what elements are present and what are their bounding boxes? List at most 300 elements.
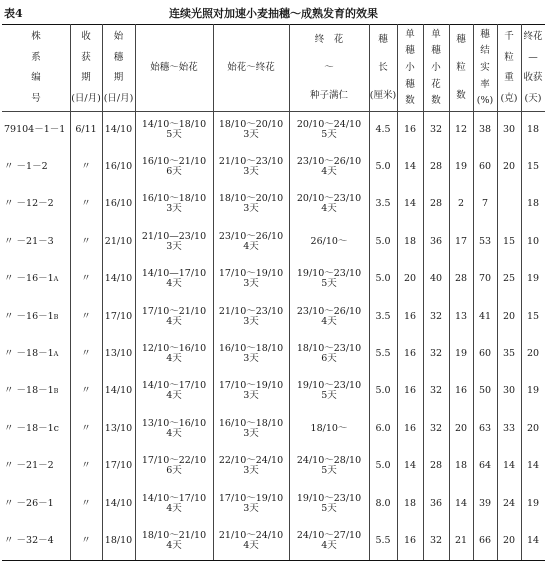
cell-line: 3天 [243,203,259,215]
cell-setting: 64 [478,460,492,472]
cell-weight: 25 [502,273,516,285]
cell-days: 15 [526,310,540,322]
header-text: 终花 [523,30,543,42]
cell-line: 24/10～27/10 [296,530,362,542]
cell-spikelets: 16 [403,385,417,397]
cell-line: 3天 [243,465,259,477]
strain-subscript: A [53,350,59,359]
header-text: 收 [81,30,91,42]
cell-days: 14 [526,535,540,547]
header-florets [423,24,449,111]
cell-strain [2,261,70,298]
header-text: 率 [480,78,490,90]
cell-spikelets: 16 [403,123,417,135]
cell-line: 17/10～19/10 [218,380,284,392]
header-weight [497,24,521,111]
strain-id: 〃 －26－1 [4,497,54,509]
cell-florets: 36 [429,497,443,509]
cell-h2f [135,522,213,559]
cell-spikelets: 18 [403,235,417,247]
header-text: 期 [113,72,124,84]
cell-setting: 60 [478,348,492,360]
strain-id: 〃 －18－1 [4,385,54,397]
cell-florets: 28 [429,460,443,472]
cell-line: 14/10—17/10 [141,268,207,280]
strain-id: 〃 －16－1 [4,310,54,322]
cell-heading: 14/10 [104,273,133,285]
cell-ear_len: 8.0 [375,497,391,509]
cell-florets: 32 [429,385,443,397]
cell-line: 24/10～28/10 [296,455,362,467]
strain-id: 〃 －21－3 [4,235,54,247]
cell-harvest: 〃 [81,535,91,547]
cell-weight: 15 [502,235,516,247]
cell-spikelets: 16 [403,310,417,322]
cell-weight [497,186,521,223]
cell-e2g [289,298,369,335]
cell-heading: 17/10 [104,310,133,322]
cell-line: 26/10～ [310,235,348,247]
cell-ear_len: 4.5 [375,123,391,135]
cell-line: 19/10～23/10 [296,268,362,280]
cell-line: 5天 [321,390,337,402]
header-text: 穗 [405,45,415,57]
header-text: 穗 [480,28,490,40]
cell-line: 14/10～17/10 [141,380,207,392]
cell-f2e [213,373,289,410]
cell-strain [2,522,70,559]
cell-line: 3天 [243,427,259,439]
cell-line: 18/10～21/10 [141,530,207,542]
cell-f2e [213,522,289,559]
cell-line: 21/10—23/10 [141,230,207,242]
cell-line: 3天 [166,203,182,215]
header-text: 收获 [523,72,543,84]
cell-harvest: 〃 [81,310,91,322]
cell-line: 14/10～17/10 [141,492,207,504]
header-text: (日/月) [103,93,134,105]
cell-line: 6天 [166,465,182,477]
header-text: 号 [31,93,41,105]
cell-line: 16/10～18/10 [218,343,284,355]
cell-h2f [135,186,213,223]
header-f2e [213,24,289,111]
header-text: — [528,51,538,63]
header-text: 终 花 [314,34,344,46]
cell-setting: 39 [478,497,492,509]
cell-harvest: 〃 [81,273,91,285]
cell-e2g [289,373,369,410]
cell-grains: 14 [454,497,468,509]
cell-harvest: 〃 [81,235,91,247]
cell-ear_len: 5.0 [375,385,391,397]
cell-strain [2,373,70,410]
cell-grains: 16 [454,385,468,397]
cell-f2e [213,485,289,522]
strain-id: 〃 －18－1 [4,348,54,360]
header-text: 千 [504,30,514,42]
header-heading [102,24,135,111]
cell-days: 14 [526,460,540,472]
cell-days: 18 [526,198,540,210]
table-title: 连续光照对加速小麦抽穗～成熟发育的效果 [169,7,378,20]
cell-grains: 19 [454,348,468,360]
strain-subscript: B [53,312,59,321]
strain-id: 〃 －21－2 [4,460,54,472]
cell-f2e [213,298,289,335]
header-text: 穗 [378,34,388,46]
cell-strain [2,148,70,185]
cell-heading: 21/10 [104,235,133,247]
cell-line: 18/10～20/10 [218,193,284,205]
header-text: 数 [456,89,466,101]
cell-ear_len: 5.5 [375,348,391,360]
cell-florets: 32 [429,348,443,360]
cell-line: 23/10～26/10 [296,156,362,168]
cell-h2f [135,410,213,447]
cell-line: 3天 [243,128,259,140]
cell-setting: 7 [481,198,489,210]
cell-f2e [213,261,289,298]
cell-ear_len: 3.5 [375,310,391,322]
header-setting [473,24,497,111]
cell-spikelets: 20 [403,273,417,285]
cell-heading: 14/10 [104,385,133,397]
cell-grains: 21 [454,535,468,547]
cell-grains: 13 [454,310,468,322]
cell-weight: 20 [502,535,516,547]
cell-h2f [135,148,213,185]
cell-days: 19 [526,385,540,397]
cell-line: 4天 [166,278,182,290]
cell-setting: 50 [478,385,492,397]
cell-days: 20 [526,422,540,434]
cell-e2g [289,223,369,260]
cell-line: 4天 [321,315,337,327]
cell-days: 19 [526,273,540,285]
cell-h2f [135,335,213,372]
cell-ear_len: 3.5 [375,198,391,210]
strain-id: 79104－1－1 [4,123,66,135]
cell-setting: 53 [478,235,492,247]
cell-line: 14/10～18/10 [141,118,207,130]
header-text: 株 [31,30,41,42]
cell-ear_len: 6.0 [375,422,391,434]
cell-line: 19/10～23/10 [296,492,362,504]
header-text: 始穗～始花 [150,62,198,73]
cell-line: 3天 [243,502,259,514]
cell-line: 13/10～16/10 [141,417,207,429]
cell-florets: 28 [429,161,443,173]
cell-line: 18/10～23/10 [296,343,362,355]
cell-e2g [289,261,369,298]
cell-line: 17/10～19/10 [218,268,284,280]
cell-harvest: 〃 [81,497,91,509]
cell-weight: 30 [502,123,516,135]
cell-ear_len: 5.0 [375,235,391,247]
header-text: (厘米) [369,89,397,101]
header-text: ～ [324,61,334,73]
cell-heading: 14/10 [104,497,133,509]
cell-line: 3天 [243,315,259,327]
cell-e2g [289,335,369,372]
cell-h2f [135,223,213,260]
cell-h2f [135,373,213,410]
cell-spikelets: 14 [403,161,417,173]
cell-e2g [289,410,369,447]
cell-strain [2,223,70,260]
header-harvest [70,24,102,111]
cell-line: 16/10～18/10 [141,193,207,205]
header-text: 数 [431,95,441,107]
header-text: 实 [480,61,490,73]
header-grains [449,24,473,111]
cell-florets: 36 [429,235,443,247]
cell-line: 5天 [321,128,337,140]
cell-line: 19/10～23/10 [296,380,362,392]
cell-line: 4天 [321,166,337,178]
cell-line: 4天 [321,540,337,552]
cell-grains: 2 [457,198,465,210]
cell-h2f [135,261,213,298]
cell-h2f [135,111,213,148]
header-text: 长 [378,61,388,73]
cell-spikelets: 16 [403,422,417,434]
header-text: 数 [405,95,415,107]
cell-days: 10 [526,235,540,247]
cell-line: 3天 [243,390,259,402]
cell-line: 22/10～24/10 [218,455,284,467]
cell-ear_len: 5.0 [375,273,391,285]
strain-subscript: B [53,387,59,396]
header-text: 系 [31,51,41,63]
cell-days: 19 [526,497,540,509]
cell-strain [2,111,70,148]
cell-line: 4天 [166,502,182,514]
strain-id: 〃 －12－2 [4,198,54,210]
header-text: (天) [524,93,542,105]
strain-id: 〃 －18－1c [4,422,59,434]
header-strain [2,24,70,111]
cell-line: 4天 [243,540,259,552]
cell-line: 12/10～16/10 [141,343,207,355]
cell-strain [2,335,70,372]
cell-setting: 38 [478,123,492,135]
cell-setting: 60 [478,161,492,173]
cell-line: 5天 [321,278,337,290]
cell-days: 15 [526,161,540,173]
cell-harvest: 〃 [81,161,91,173]
cell-line: 4天 [166,353,182,365]
cell-line: 5天 [166,128,182,140]
cell-line: 6天 [166,166,182,178]
cell-strain [2,448,70,485]
cell-line: 4天 [166,427,182,439]
cell-harvest: 〃 [81,460,91,472]
cell-f2e [213,111,289,148]
table-label: 表4 [4,7,23,20]
header-text: 粒 [504,51,514,63]
cell-heading: 14/10 [104,123,133,135]
cell-setting: 41 [478,310,492,322]
cell-harvest: 〃 [81,385,91,397]
header-text: (%) [476,95,494,107]
cell-line: 16/10～18/10 [218,417,284,429]
header-text: 穗 [113,51,124,63]
cell-days: 20 [526,348,540,360]
cell-strain [2,485,70,522]
cell-weight: 33 [502,422,516,434]
cell-strain [2,410,70,447]
cell-f2e [213,223,289,260]
cell-harvest: 〃 [81,422,91,434]
strain-id: 〃 －32－4 [4,535,54,547]
header-text: 重 [504,72,514,84]
header-spikelets [397,24,423,111]
cell-heading: 13/10 [104,422,133,434]
cell-setting: 70 [478,273,492,285]
cell-weight: 14 [502,460,516,472]
cell-harvest: 〃 [81,198,91,210]
cell-h2f [135,448,213,485]
cell-ear_len: 5.5 [375,535,391,547]
header-text: 期 [81,72,91,84]
header-text: 始花～终花 [227,62,275,73]
cell-florets: 32 [429,422,443,434]
cell-line: 16/10～21/10 [141,156,207,168]
cell-weight: 35 [502,348,516,360]
cell-grains: 20 [454,422,468,434]
cell-f2e [213,335,289,372]
cell-line: 21/10～23/10 [218,305,284,317]
header-text: 穗 [431,45,441,57]
header-text: 粒 [456,61,466,73]
header-text: 获 [81,51,91,63]
header-text: 小 [405,61,415,73]
header-days [521,24,545,111]
cell-line: 17/10～19/10 [218,492,284,504]
cell-line: 18/10～ [310,422,348,434]
cell-harvest: 6/11 [75,123,97,135]
header-h2f [135,24,213,111]
cell-ear_len: 5.0 [375,460,391,472]
cell-line: 18/10～20/10 [218,118,284,130]
cell-setting: 63 [478,422,492,434]
cell-line: 5天 [321,502,337,514]
cell-weight: 30 [502,385,516,397]
cell-florets: 32 [429,123,443,135]
cell-line: 3天 [166,240,182,252]
cell-heading: 13/10 [104,348,133,360]
header-text: 穗 [405,78,415,90]
cell-florets: 32 [429,310,443,322]
cell-grains: 17 [454,235,468,247]
cell-heading: 16/10 [104,161,133,173]
cell-weight: 20 [502,161,516,173]
header-ear_len [369,24,397,111]
cell-line: 21/10～23/10 [218,156,284,168]
cell-florets: 28 [429,198,443,210]
cell-h2f [135,298,213,335]
cell-weight: 20 [502,310,516,322]
cell-f2e [213,186,289,223]
header-text: (克) [500,93,518,105]
cell-line: 5天 [321,465,337,477]
cell-spikelets: 16 [403,535,417,547]
strain-id: 〃 －16－1 [4,273,54,285]
cell-e2g [289,485,369,522]
cell-grains: 19 [454,161,468,173]
cell-line: 4天 [166,315,182,327]
cell-weight: 24 [502,497,516,509]
cell-line: 3天 [243,353,259,365]
header-text: 单 [405,28,415,40]
cell-line: 21/10～24/10 [218,530,284,542]
header-text: 编 [31,72,41,84]
cell-line: 4天 [166,390,182,402]
cell-e2g [289,186,369,223]
header-text: 花 [431,78,441,90]
cell-line: 20/10～24/10 [296,118,362,130]
cell-line: 17/10～22/10 [141,455,207,467]
cell-heading: 18/10 [104,535,133,547]
cell-setting: 66 [478,535,492,547]
cell-h2f [135,485,213,522]
cell-line: 23/10～26/10 [218,230,284,242]
header-e2g [289,24,369,111]
cell-florets: 32 [429,535,443,547]
header-text: 始 [113,30,124,42]
cell-e2g [289,111,369,148]
cell-line: 17/10～21/10 [141,305,207,317]
cell-line: 4天 [166,540,182,552]
cell-spikelets: 14 [403,460,417,472]
cell-grains: 18 [454,460,468,472]
cell-line: 6天 [321,353,337,365]
cell-florets: 40 [429,273,443,285]
cell-f2e [213,448,289,485]
header-text: 单 [431,28,441,40]
cell-strain [2,186,70,223]
cell-line: 23/10～26/10 [296,305,362,317]
cell-heading: 16/10 [104,198,133,210]
cell-spikelets: 16 [403,348,417,360]
cell-spikelets: 18 [403,497,417,509]
cell-line: 4天 [321,203,337,215]
header-text: 种子满仁 [309,89,348,101]
cell-strain [2,298,70,335]
cell-harvest: 〃 [81,348,91,360]
cell-grains: 28 [454,273,468,285]
cell-line: 20/10～23/10 [296,193,362,205]
cell-f2e [213,148,289,185]
header-text: 结 [480,45,490,57]
cell-f2e [213,410,289,447]
cell-e2g [289,522,369,559]
cell-days: 18 [526,123,540,135]
cell-ear_len: 5.0 [375,161,391,173]
cell-heading: 17/10 [104,460,133,472]
header-text: 穗 [456,34,466,46]
strain-subscript: A [53,275,59,284]
cell-line: 4天 [243,240,259,252]
cell-spikelets: 14 [403,198,417,210]
header-text: 小 [431,61,441,73]
cell-line: 3天 [243,278,259,290]
cell-e2g [289,148,369,185]
cell-line: 3天 [243,166,259,178]
strain-id: 〃 －1－2 [4,161,48,173]
